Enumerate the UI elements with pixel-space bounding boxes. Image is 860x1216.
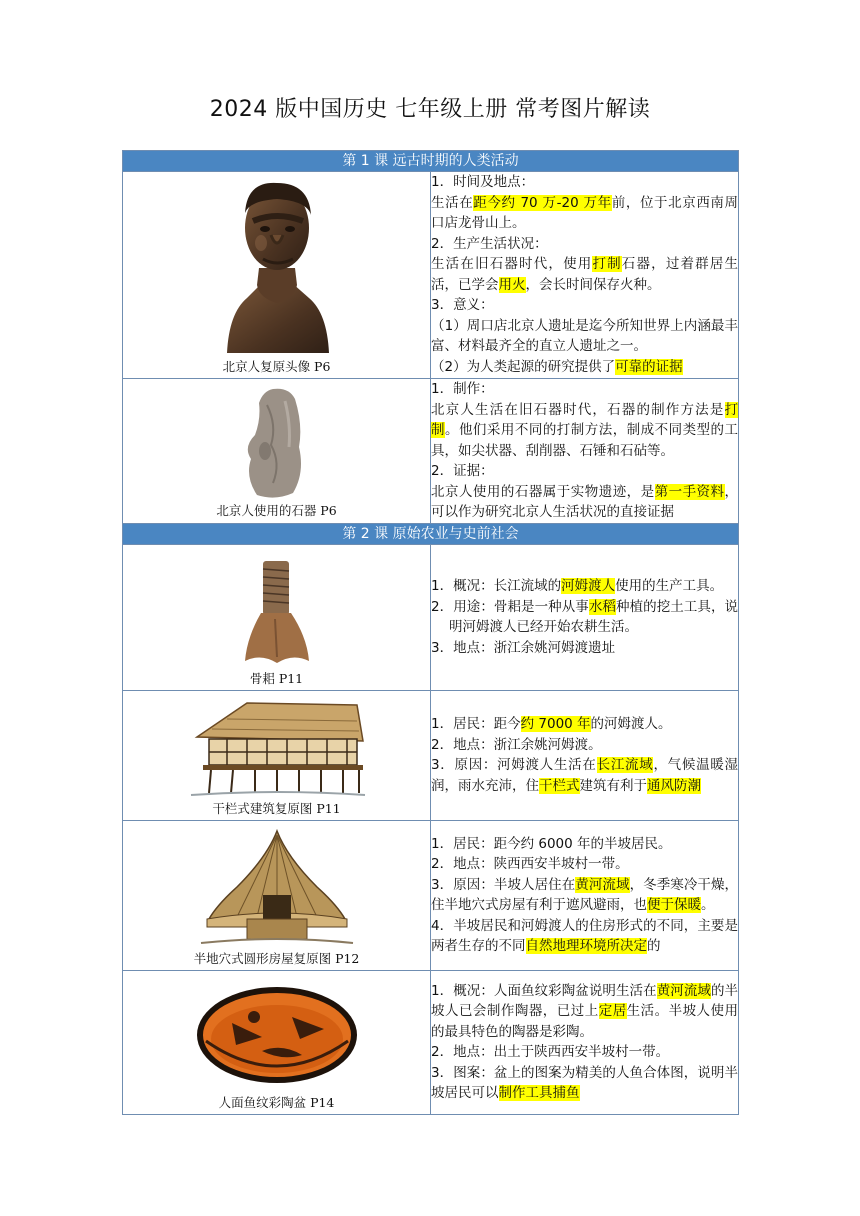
text-line: [431, 597, 738, 638]
text-segment: 2．地点：出土于陕西西安半坡村一带。: [431, 1044, 670, 1060]
text-line: [431, 1042, 738, 1063]
highlighted-keyword: 定居: [598, 1003, 627, 1019]
text-segment: 生活在旧石器时代，使用: [431, 256, 593, 272]
peking-man-bust-image: [217, 173, 337, 357]
lesson-header: [123, 523, 739, 544]
text-segment: 3．图案：盆上的图案为精美的人鱼合体图，说明半坡居民可以: [431, 1064, 738, 1101]
text-segment: ，会长时间保存火种。: [525, 276, 661, 293]
text-segment: 。: [701, 897, 715, 913]
text-line: [431, 854, 738, 875]
text-segment: 前，位于北京西南周口店龙骨山上。: [431, 194, 739, 231]
text-line: [431, 981, 738, 1043]
text-segment: ，气候温暖湿润，雨水充沛，住: [431, 757, 739, 794]
image-caption: 干栏式建筑复原图 P11: [212, 800, 341, 816]
highlighted-keyword: 距今约 70 万-20 万年: [473, 194, 612, 211]
text-segment: 北京人使用的石器属于实物遗迹，是: [431, 483, 655, 500]
semi-subterranean-house-image: [197, 827, 357, 949]
text-segment: 建筑有利于: [579, 777, 647, 794]
text-segment: 3．原因：河姆渡人生活在: [431, 757, 597, 773]
lesson-header: [123, 151, 739, 172]
text-segment: 1．制作：: [431, 381, 494, 397]
highlighted-keyword: 自然地理环境所决定: [525, 938, 647, 954]
text-segment: （2）为人类起源的研究提供了: [431, 358, 616, 375]
image-cell: [123, 690, 431, 820]
highlighted-keyword: 水稻: [588, 598, 616, 615]
text-segment: 1．时间及地点：: [431, 174, 535, 190]
explanation-cell: [431, 690, 739, 820]
text-segment: 1．概况：人面鱼纹彩陶盆说明生活在: [431, 982, 657, 999]
image-caption: 半地穴式圆形房屋复原图 P12: [193, 950, 360, 966]
text-segment: 北京人生活在旧石器时代，石器的制作方法是: [431, 401, 725, 418]
highlighted-keyword: 干栏式: [539, 777, 580, 794]
table-row: [123, 172, 739, 379]
text-line: [431, 875, 738, 916]
highlighted-keyword: 可靠的证据: [615, 358, 683, 375]
lesson-2-header: 第 2 课 原始农业与史前社会: [123, 523, 739, 544]
text-segment: 2．地点：浙江余姚河姆渡。: [431, 736, 602, 753]
text-segment: 石器，过着群居生活，已学会: [431, 256, 739, 293]
text-segment: 的: [647, 938, 661, 954]
image-cell: [123, 379, 431, 524]
highlighted-keyword: 制作工具捕鱼: [498, 1085, 580, 1101]
text-segment: 的河姆渡人。: [590, 716, 672, 732]
text-segment: 3．原因：半坡人居住在: [431, 876, 576, 893]
text-segment: 生活在: [431, 194, 474, 211]
highlighted-keyword: 打制: [592, 256, 622, 272]
table-row: [123, 820, 739, 970]
bone-spade-image: [237, 557, 317, 669]
text-segment: 3．地点：浙江余姚河姆渡遗址: [431, 639, 616, 656]
lesson-1-header: 第 1 课 远古时期的人类活动: [123, 151, 739, 172]
text-segment: 2．用途：骨耜是一种从事: [431, 598, 589, 615]
text-line: [431, 714, 738, 735]
text-line: [431, 254, 738, 295]
highlighted-keyword: 黄河流域: [656, 982, 711, 999]
explanation-text: [431, 834, 738, 957]
image-cell: [123, 172, 431, 379]
table-row: [123, 970, 739, 1114]
image-cell: [123, 970, 431, 1114]
explanation-cell: [431, 544, 739, 690]
text-segment: ，可以作为研究北京人生活状况的直接证据: [431, 483, 739, 520]
table-row: [123, 379, 739, 524]
image-interpretation-table: [122, 150, 739, 1115]
text-segment: 1．居民：距今: [431, 716, 521, 732]
text-segment: 使用的生产工具。: [615, 578, 724, 594]
text-segment: 的半坡人已会制作陶器，已过上: [431, 982, 739, 1019]
explanation-text: [431, 172, 738, 377]
text-line: [431, 379, 738, 400]
text-line: [431, 234, 738, 255]
page-title: 2024 版中国历史 七年级上册 常考图片解读: [209, 97, 651, 122]
text-line: [431, 357, 738, 378]
highlighted-keyword: 长江流域: [596, 757, 654, 773]
text-segment: 种植的挖土工具，说明河姆渡人已经开始农耕生活。: [449, 598, 739, 635]
highlighted-keyword: 打制: [431, 401, 738, 438]
text-line: [431, 834, 738, 855]
stilt-house-image: [187, 697, 367, 799]
text-segment: 4．半坡居民和河姆渡人的住房形式的不同，主要是两者生存的不同: [431, 917, 738, 954]
explanation-text: [431, 379, 738, 523]
image-caption: 北京人使用的石器 P6: [216, 503, 337, 518]
highlighted-keyword: 黄河流域: [575, 876, 630, 893]
painted-pottery-basin-image: [192, 983, 362, 1093]
text-line: [431, 316, 738, 357]
highlighted-keyword: 约 7000 年: [520, 716, 591, 732]
text-segment: （1）周口店北京人遗址是迄今所知世界上内涵最丰富、材料最齐全的直立人遗址之一。: [431, 317, 738, 354]
explanation-cell: [431, 820, 739, 970]
table-row: [123, 544, 739, 690]
explanation-cell: [431, 172, 739, 379]
text-segment: 1．概况：长江流域的: [431, 578, 562, 594]
text-line: [431, 735, 738, 756]
explanation-text: [431, 714, 738, 796]
text-segment: 生活。半坡人使用的最具特色的陶器是彩陶。: [431, 1003, 739, 1040]
text-segment: 2．证据：: [431, 463, 494, 479]
image-cell: [123, 820, 431, 970]
image-caption: 骨耜 P11: [249, 670, 304, 686]
text-line: [431, 916, 738, 957]
explanation-text: [431, 576, 738, 658]
highlighted-keyword: 河姆渡人: [561, 578, 616, 594]
highlighted-keyword: 通风防潮: [647, 777, 701, 794]
text-line: [431, 482, 738, 523]
text-segment: ，冬季寒冷干燥，住半地穴式房屋有利于遮风避雨，也: [431, 876, 739, 913]
text-line: [431, 193, 738, 234]
text-segment: 1．居民：距今约 6000 年的半坡居民。: [431, 835, 672, 852]
explanation-cell: [431, 379, 739, 524]
stone-tool-image: [237, 385, 317, 501]
explanation-cell: [431, 970, 739, 1114]
text-line: [431, 172, 738, 193]
highlighted-keyword: 便于保暖: [647, 897, 701, 913]
explanation-text: [431, 981, 738, 1104]
text-segment: 2．生产生活状况：: [431, 235, 548, 252]
text-line: [431, 295, 738, 316]
highlighted-keyword: 第一手资料: [654, 483, 725, 500]
image-caption: 北京人复原头像 P6: [222, 359, 331, 374]
text-line: [431, 461, 738, 482]
text-segment: 。他们采用不同的打制方法，制成不同类型的工具，如尖状器、刮削器、石锤和石砧等。: [431, 422, 739, 459]
text-line: [431, 400, 738, 462]
table-row: [123, 690, 739, 820]
text-line: [431, 1063, 738, 1104]
text-line: [431, 638, 738, 659]
image-cell: [123, 544, 431, 690]
highlighted-keyword: 用火: [498, 276, 526, 293]
text-segment: 3．意义：: [431, 297, 494, 313]
text-line: [431, 576, 738, 597]
image-caption: 人面鱼纹彩陶盆 P14: [218, 1094, 335, 1110]
text-segment: 2．地点：陕西西安半坡村一带。: [431, 856, 629, 872]
text-line: [431, 755, 738, 796]
